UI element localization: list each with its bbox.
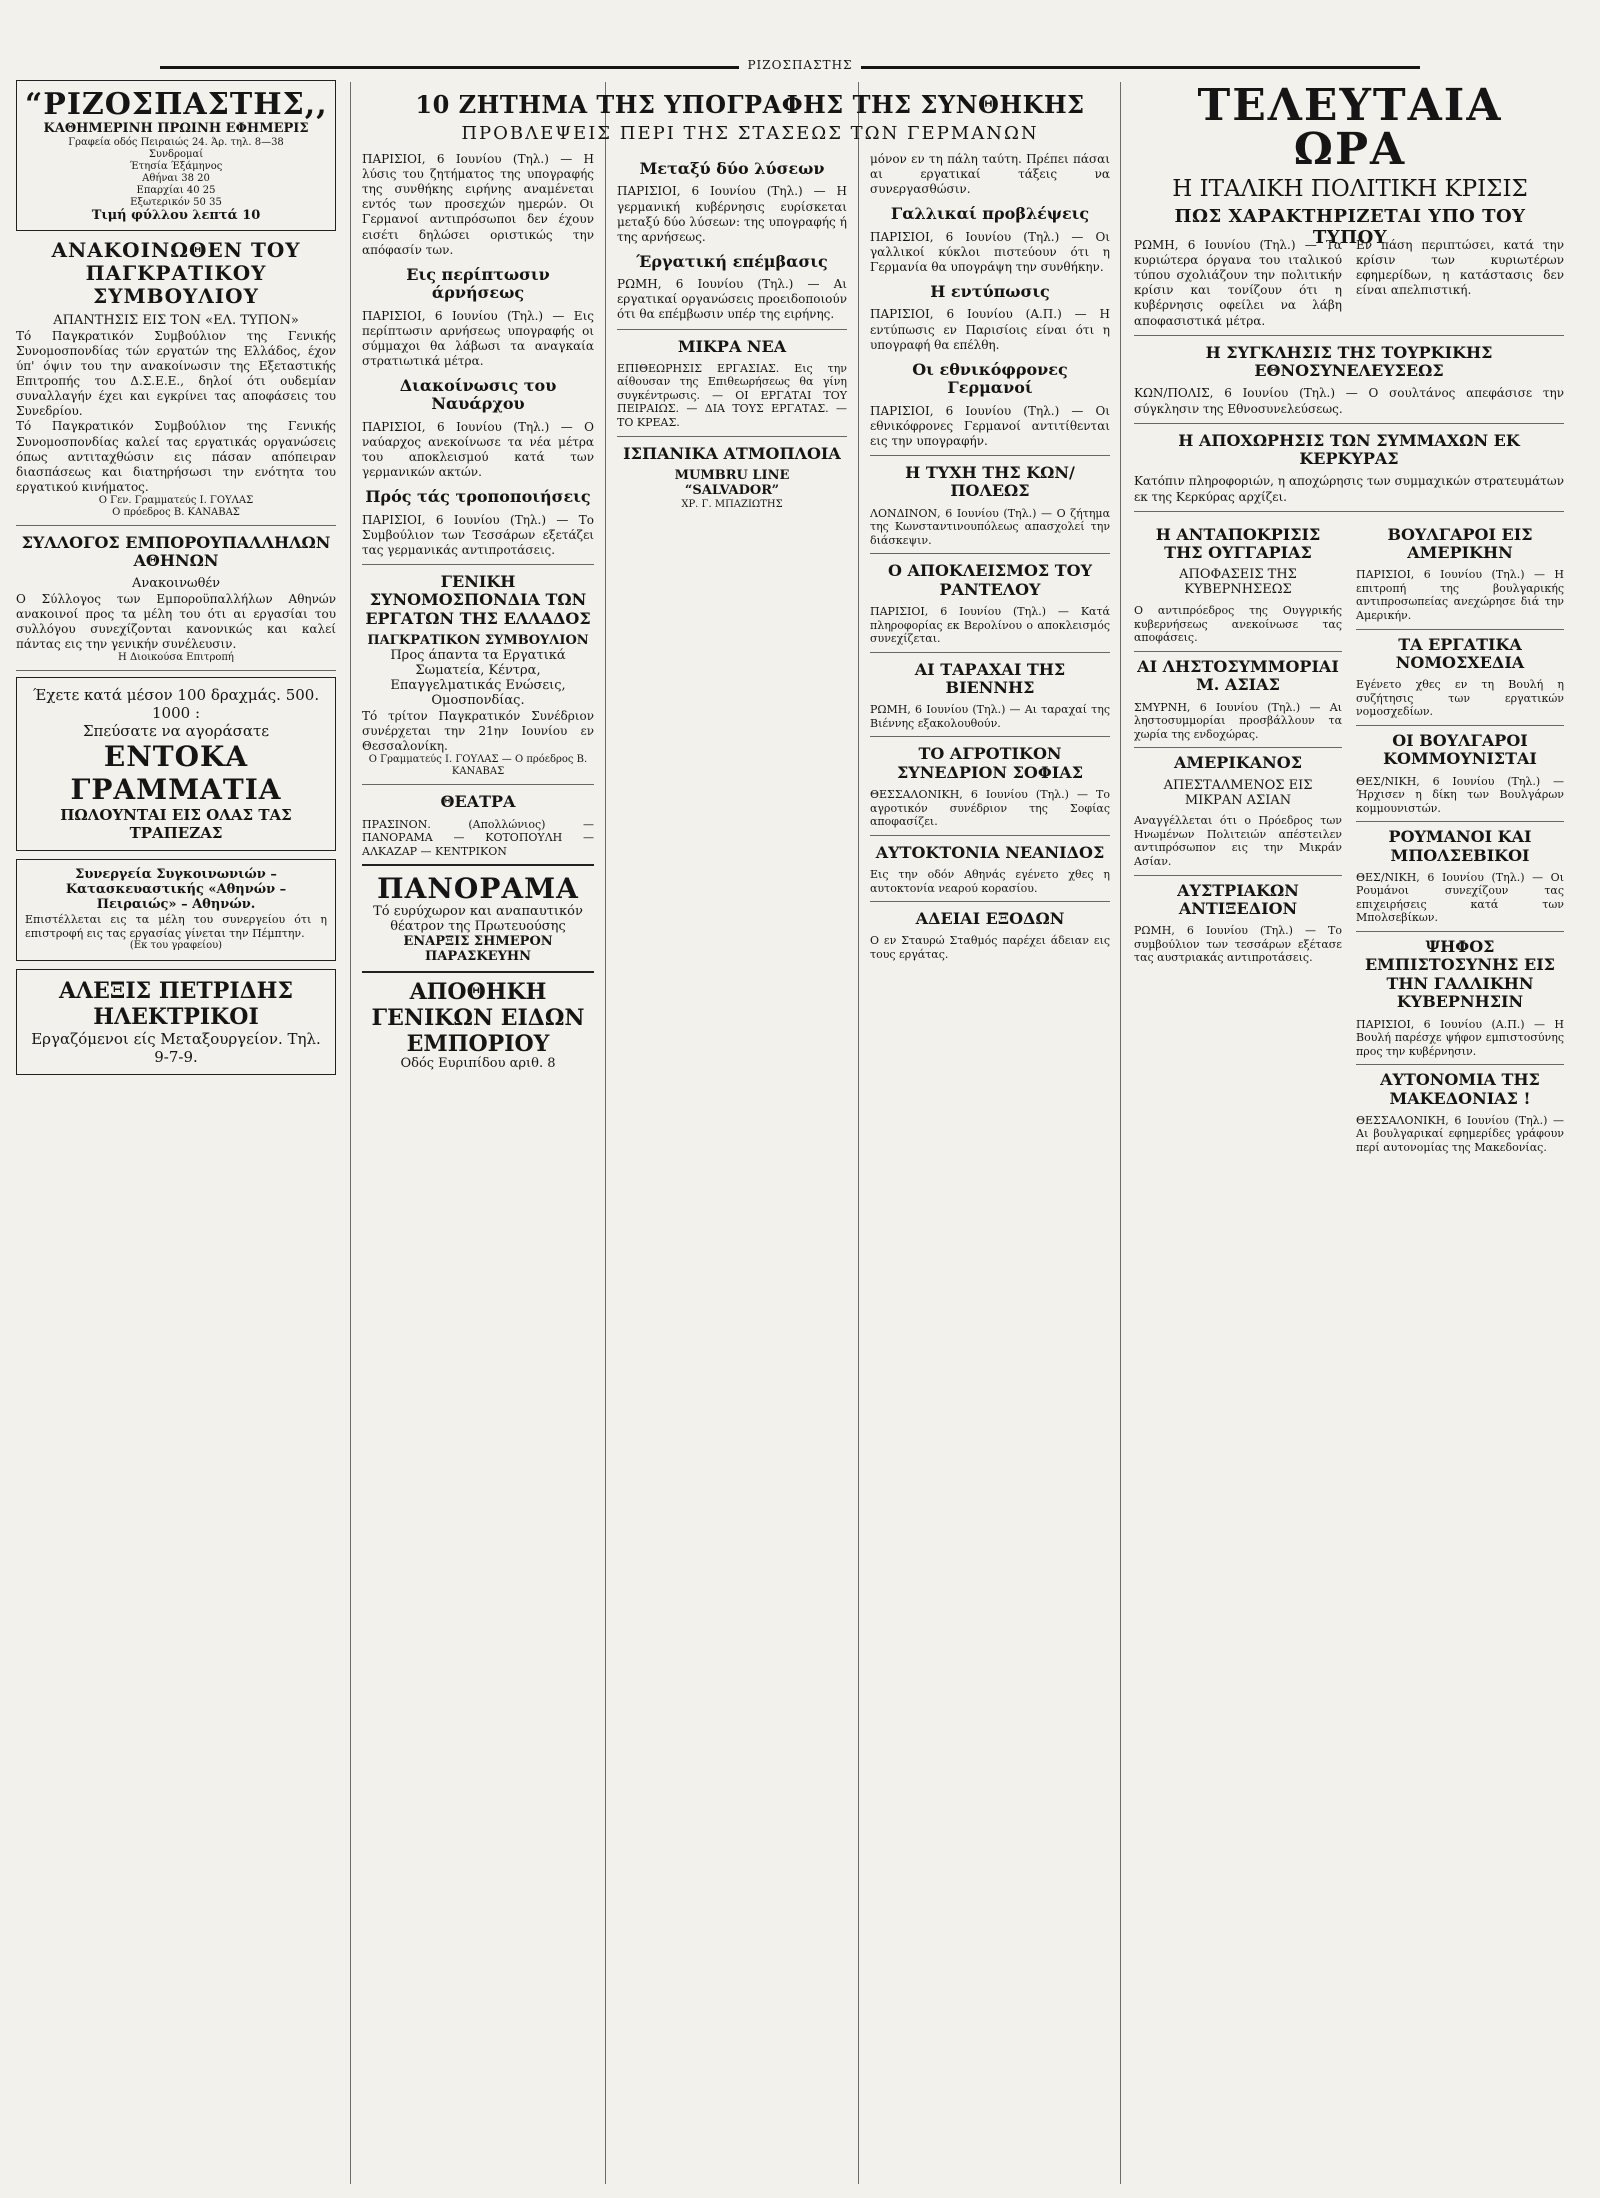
bulgarian-communists-title: ΟΙ ΒΟΥΛΓΑΡΟΙ ΚΟΜΜΟΥΝΙΣΤΑΙ [1383, 730, 1537, 769]
section-title-clerks: ΣΥΛΛΟΓΟΣ ΕΜΠΟΡΟΥΠΑΛΛΗΛΩΝ ΑΘΗΝΩΝ [21, 533, 331, 571]
hungary-text: Ο αντιπρόεδρος της Ουγγρικής κυβερνήσεως ανεκοίνωσε τας αποφάσεις. [1134, 604, 1342, 645]
vienna-title: ΑΙ ΤΑΡΑΧΑΙ ΤΗΣ ΒΙΕΝΝΗΣ [914, 659, 1066, 697]
bulgaria-title: ΒΟΥΛΓΑΡΟΙ ΕΙΣ ΑΜΕΡΙΚΗΝ [1387, 524, 1533, 563]
ad-bonds-sub: Σπεύσατε να αγοράσατε [82, 722, 270, 741]
center-col3-h3: Οι εθνικόφρονες Γερμανοί [912, 359, 1068, 398]
left-column [16, 80, 336, 2198]
column-divider-4 [1120, 82, 1121, 2184]
newspaper-logo: “ΡΙΖΟΣΠΑΣΤΗΣ,, [25, 87, 328, 122]
right-header-small: ΠΩΣ ΧΑΡΑΚΤΗΡΙΖΕΤΑΙ ΥΠΟ ΤΟΥ ΤΥΠΟΥ [1174, 206, 1526, 248]
right-lower-right-divider-1 [1356, 629, 1564, 630]
italy-columns [1134, 238, 1564, 329]
right-header [1140, 80, 1560, 248]
right-lower-right-divider-5 [1356, 1064, 1564, 1065]
center-column-1 [362, 152, 594, 2198]
shipping-ship: “SALVADOR” [684, 482, 780, 498]
labor-bills-text: Εγένετο χθες εν τη Βουλή η συζήτησις των εργατικών νομοσχεδίων. [1356, 678, 1564, 719]
newspaper-info-2: Συνδρομαί [148, 148, 204, 160]
section-divider-left-1 [16, 525, 336, 526]
article-council-p2: Τό Παγκρατικόν Συμβούλιον της Γενικής Συνομοσπονδίας καλεί τας εργατικάς οργανώσεις όπως αντιταχθώσιν εις πάσαν απόπειραν διασπάσεως και διατηρήσωσι την ενότητα του εργατικού κινήματος. [16, 419, 336, 494]
center-col3-divider-6 [870, 901, 1110, 902]
section-divider-left-2 [16, 670, 336, 671]
vote-text: ΠΑΡΙΣΙΟΙ, 6 Ιουνίου (Α.Π.) — Η Βουλή παρέσχε ψήφον εμπιστοσύνης προς την κυβέρνησιν. [1356, 1017, 1564, 1058]
small-news-text: ΕΠΙΘΕΩΡΗΣΙΣ ΕΡΓΑΣΙΑΣ. Εις την αίθουσαν της Επιθεωρήσεως θα γίνη συγκέντρωσις. — ΟΙ ΕΡΓΑΤΑΙ ΤΟΥ ΠΕΙΡΑΙΩΣ. — ΔΙΑ ΤΟΥΣ ΕΡΓΑΤΑΣ. — ΤΟ ΚΡΕΑΣ. [617, 361, 847, 429]
center-col2-p2: ΡΩΜΗ, 6 Ιουνίου (Τηλ.) — Αι εργατικαί οργανώσεις προειδοποιούν ότι θα επέμβωσιν υπέρ της ειρήνης. [617, 277, 847, 322]
newspaper-nameplate [16, 80, 336, 231]
bandits-title: ΑΙ ΛΗΣΤΟΣΥΜΜΟΡΙΑΙ Μ. ΑΣΙΑΣ [1137, 656, 1339, 695]
right-column [1134, 238, 1564, 2198]
center-column-3 [870, 152, 1110, 2198]
italy-p1: ΡΩΜΗ, 6 Ιουνίου (Τηλ.) — Τα κυριώτερα όργανα του ιταλικού τύπου σχολιάζουν την πολιτικήν κρίσιν και τονίζουν ότι η κυβέρνησις οφείλει να λάβη αποφασιστικά μέτρα. [1134, 238, 1342, 328]
austria-text: ΡΩΜΗ, 6 Ιουνίου (Τηλ.) — Το συμβούλιον των τεσσάρων εξέτασε τας αυστριακάς αντιπροτάσεις. [1134, 924, 1342, 965]
center-col1-divider [362, 564, 594, 565]
confederation-sign: Ο Γραμματεύς Ι. ΓΟΥΛΑΣ — Ο πρόεδρος Β. ΚΑΝΑΒΑΣ [368, 754, 588, 778]
suicide-title: ΑΥΤΟΚΤΟΝΙΑ ΝΕΑΝΙΔΟΣ [875, 842, 1105, 862]
vienna-text: ΡΩΜΗ, 6 Ιουνίου (Τηλ.) — Αι ταραχαί της Βιέννης εξακολουθούν. [870, 703, 1110, 730]
panorama-show: ΕΝΑΡΞΙΣ ΣΗΜΕΡΟΝ ΠΑΡΑΣΚΕΥΗΝ [403, 933, 553, 964]
center-col2-divider-2 [617, 436, 847, 437]
headline-sub: ΠΡΟΒΛΕΨΕΙΣ ΠΕΡΙ ΤΗΣ ΣΤΑΣΕΩΣ ΤΩΝ ΓΕΡΜΑΝΩΝ [461, 123, 1039, 144]
ad-electricians [16, 969, 336, 1075]
shipping-sign: ΧΡ. Γ. ΜΠΑΖΙΩΤΗΣ [681, 498, 783, 510]
column-divider-1 [350, 82, 351, 2184]
turkish-assembly-text: ΚΩΝ/ΠΟΛΙΣ, 6 Ιουνίου (Τηλ.) — Ο σουλτάνος απεφάσισε την σύγκλησιν της Εθνοσυνελεύσεως. [1134, 386, 1564, 416]
right-lower-right-divider-4 [1356, 931, 1564, 932]
right-header-mid: Η ΙΤΑΛΙΚΗ ΠΟΛΙΤΙΚΗ ΚΡΙΣΙΣ [1172, 176, 1528, 202]
center-col3-divider-2 [870, 553, 1110, 554]
panorama-rule [362, 864, 594, 866]
center-col3-h1: Γαλλικαί προβλέψεις [890, 204, 1090, 224]
warehouse-title: ΑΠΟΘΗΚΗ ΓΕΝΙΚΩΝ ΕΙΔΩΝ ΕΜΠΟΡΙΟΥ [371, 978, 585, 1057]
article-council-p1: Τό Παγκρατικόν Συμβούλιον της Γενικής Συνομοσπονδίας τών εργατών της Ελλάδος, έχον ύπ' όψιν του την ανακοίνωσιν της Εξεταστικής Επιτροπής του Δ.Σ.Ε.Ε., δηλοί ότι ουδεμίαν συναλλαγήν έχει και εγκρίνει τας αποφάσεις του Συνεδρίου. [16, 328, 336, 419]
exit-permits-title: ΑΔΕΙΑΙ ΕΞΟΔΩΝ [915, 909, 1065, 929]
center-col1-h3: Πρός τάς τροποποιήσεις [365, 487, 591, 507]
ad-transport-text: Επιστέλλεται εις τα μέλη του συνεργείου ότι η επιστροφή εις τας εργασίας γίνεται την Πέμπτην. [25, 912, 327, 940]
right-header-big: ΤΕΛΕΥΤΑΙΑ ΩΡΑ [1197, 80, 1503, 175]
sofia-text: ΘΕΣΣΑΛΟΝΙΚΗ, 6 Ιουνίου (Τηλ.) — Το αγροτικόν συνέδριον της Σοφίας αποφασίζει. [870, 788, 1110, 829]
center-col3-p1: μόνον εν τη πάλη ταύτη. Πρέπει πάσαι αι εργατικαί τάξεις να συνεργασθώσιν. [870, 152, 1110, 197]
section-subtitle-clerks: Ανακοινωθέν [131, 575, 221, 591]
newspaper-subtitle: ΚΑΘΗΜΕΡΙΝΗ ΠΡΩΙΝΗ ΕΦΗΜΕΡΙΣ [43, 121, 309, 136]
right-lower-right [1356, 518, 1564, 1155]
article-council-sign-2: Ο πρόεδρος Β. ΚΑΝΑΒΑΣ [112, 507, 240, 519]
newspaper-info-1: Γραφεία οδός Πειραιώς 24. Άρ. τηλ. 8—38 [68, 136, 284, 148]
constantinople-title: Η ΤΥΧΗ ΤΗΣ ΚΩΝ/ΠΟΛΕΩΣ [905, 462, 1075, 501]
newspaper-info-5: Επαρχίαι 40 25 [136, 184, 216, 196]
confederation-recipients: Προς άπαντα τα Εργατικά Σωματεία, Κέντρα, Επαγγελματικάς Ενώσεις, Ομοσπονδίας. [390, 648, 566, 708]
column-divider-3 [858, 82, 859, 2184]
turkish-assembly-title: Η ΣΥΓΚΛΗΣΙΣ ΤΗΣ ΤΟΥΡΚΙΚΗΣ ΕΘΝΟΣΥΝΕΛΕΥΣΕΩΣ [1205, 342, 1493, 381]
right-lower-left-divider-2 [1134, 747, 1342, 748]
exit-permits-text: Ο εν Σταυρώ Σταθμός παρέχει άδειαν εις τους εργάτας. [870, 934, 1110, 961]
newspaper-price: Τιμή φύλλου λεπτά 10 [91, 207, 261, 223]
shipping-title: ΙΣΠΑΝΙΚΑ ΑΤΜΟΠΛΟΙΑ [623, 443, 841, 463]
theatres-title: ΘΕΑΤΡΑ [440, 792, 516, 812]
article-council-sign-1: Ο Γεν. Γραμματεύς Ι. ΓΟΥΛΑΣ [98, 495, 254, 507]
confederation-title: ΓΕΝΙΚΗ ΣΥΝΟΜΟΣΠΟΝΔΙΑ ΤΩΝ ΕΡΓΑΤΩΝ ΤΗΣ ΕΛΛΑΔΟΣ [365, 571, 591, 628]
macedonia-text: ΘΕΣΣΑΛΟΝΙΚΗ, 6 Ιουνίου (Τηλ.) — Αι βουλγαρικαί εφημερίδες γράφουν περί αυτονομίας της Μακεδονίας. [1356, 1113, 1564, 1154]
center-col3-p3: ΠΑΡΙΣΙΟΙ, 6 Ιουνίου (Α.Π.) — Η εντύπωσις εν Παρισίοις είναι ότι η υπογραφή θα επέλθη. [870, 307, 1110, 352]
masthead-label: ΡΙΖΟΣΠΑΣΤΗΣ [0, 58, 1600, 72]
bulgaria-text: ΠΑΡΙΣΙΟΙ, 6 Ιουνίου (Τηλ.) — Η επιτροπή της βουλγαρικής αντιπροσωπείας ανεχώρησε διά την Αμερικήν. [1356, 568, 1564, 622]
ad-bonds-bottom: ΠΩΛΟΥΝΤΑΙ ΕΙΣ ΟΛΑΣ ΤΑΣ ΤΡΑΠΕΖΑΣ [60, 806, 292, 843]
right-divider-3 [1134, 511, 1564, 512]
american-subtitle: ΑΠΕΣΤΑΛΜΕΝΟΣ ΕΙΣ ΜΙΚΡΑΝ ΑΣΙΑΝ [1163, 777, 1313, 808]
center-col3-divider-4 [870, 736, 1110, 737]
vote-title: ΨΗΦΟΣ ΕΜΠΙΣΤΟΣΥΝΗΣ ΕΙΣ ΤΗΝ ΓΑΛΛΙΚΗΝ ΚΥΒΕΡΝΗΣΙΝ [1364, 937, 1555, 1012]
center-col2-h2: Έργατική επέμβασις [636, 251, 828, 271]
ad-bonds-top: Έχετε κατά μέσον 100 δραχμάς. 500. 1000 : [32, 686, 320, 723]
small-news-title: ΜΙΚΡΑ ΝΕΑ [677, 336, 787, 356]
raid-text: ΠΑΡΙΣΙΟΙ, 6 Ιουνίου (Τηλ.) — Κατά πληροφορίας εκ Βερολίνου ο αποκλεισμός συνεχίζεται. [870, 604, 1110, 646]
center-col3-divider-5 [870, 835, 1110, 836]
article-clerks-sign: Η Διοικούσα Επιτροπή [118, 652, 234, 664]
center-col3-divider-1 [870, 455, 1110, 456]
article-clerks-p1: Ο Σύλλογος των Εμποροϋπαλλήλων Αθηνών ανακοινοί προς τα μέλη του ότι αι εργασίαι του συλλόγου συνεχίζονται κανονικώς και καλεί πάντας εις την γενικήν συνέλευσιν. [16, 591, 336, 652]
hungary-title: Η ΑΝΤΑΠΟΚΡΙΣΙΣ ΤΗΣ ΟΥΓΓΑΡΙΑΣ [1155, 524, 1321, 563]
center-col1-p3: ΠΑΡΙΣΙΟΙ, 6 Ιουνίου (Τηλ.) — Ο ναύαρχος ανεκοίνωσε τα νέα μέτρα του αποκλεισμού κατά των γερμανικών ακτών. [362, 419, 594, 480]
sofia-title: ΤΟ ΑΓΡΟΤΙΚΟΝ ΣΥΝΕΔΡΙΟΝ ΣΟΦΙΑΣ [896, 744, 1083, 782]
section-subtitle-council: ΑΠΑΝΤΗΣΙΣ ΕΙΣ ΤΟΝ «ΕΛ. ΤΥΠΟΝ» [53, 312, 299, 328]
center-col1-h2: Διακοίνωσις του Ναυάρχου [399, 375, 557, 414]
center-col3-p4: ΠΑΡΙΣΙΟΙ, 6 Ιουνίου (Τηλ.) — Οι εθνικόφρονες Γερμανοί αντιτίθενται εις την υπογραφήν. [870, 403, 1110, 448]
ad-bonds-main: ΕΝΤΟΚΑ ΓΡΑΜΜΑΤΙΑ [70, 740, 282, 807]
right-lower-left [1134, 518, 1342, 1155]
panorama-subtitle: Τό ευρύχωρον και αναπαυτικόν θέατρον της Πρωτευούσης [373, 904, 583, 934]
newspaper-info-3: Έτησία Έξάμηνος [129, 160, 223, 172]
center-col3-p2: ΠΑΡΙΣΙΟΙ, 6 Ιουνίου (Τηλ.) — Οι γαλλικοί κύκλοι πιστεύουν ότι η Γερμανία θα υπογράψη την συνθήκην. [870, 229, 1110, 274]
suicide-text: Εις την οδόν Αθηνάς εγένετο χθες η αυτοκτονία νεαρού κορασίου. [870, 868, 1110, 895]
warehouse-rule [362, 971, 594, 973]
romanians-title: ΡΟΥΜΑΝΟΙ ΚΑΙ ΜΠΟΛΣΕΒΙΚΟΙ [1388, 827, 1532, 865]
center-col1-p1: ΠΑΡΙΣΙΟΙ, 6 Ιουνίου (Τηλ.) — Η λύσις του ζητήματος της υπογραφής της συνθήκης ειρήνης αναμένεται εντός των προσεχών ημερών. Οι Γερμανοί αντιπρόσωποι δεν έχουν εισέτι δηλώσει οριστικώς την απόφασίν των. [362, 152, 594, 257]
labor-bills-title: ΤΑ ΕΡΓΑΤΙΚΑ ΝΟΜΟΣΧΕΔΙΑ [1395, 634, 1525, 672]
confederation-subtitle: ΠΑΓΚΡΑΤΙΚΟΝ ΣΥΜΒΟΥΛΙΟΝ [367, 633, 589, 649]
center-col1-p4: ΠΑΡΙΣΙΟΙ, 6 Ιουνίου (Τηλ.) — Το Συμβούλιον των Τεσσάρων εξετάζει τας γερμανικάς αντιπροτάσεις. [362, 512, 594, 557]
center-col3-divider-3 [870, 652, 1110, 653]
warehouse-subtitle: Οδός Ευριπίδου αριθ. 8 [400, 1055, 556, 1071]
right-lower-left-divider-1 [1134, 651, 1342, 652]
bandits-text: ΣΜΥΡΝΗ, 6 Ιουνίου (Τηλ.) — Αι ληστοσυμμορίαι προσβάλλουν τα χωρία της ενδοχώρας. [1134, 700, 1342, 741]
romanians-text: ΘΕΣ/ΝΙΚΗ, 6 Ιουνίου (Τηλ.) — Οι Ρουμάνοι συνεχίζουν τας επιχειρήσεις κατά των Μπολσεβίκων. [1356, 870, 1564, 925]
constantinople-text: ΛΟΝΔΙΝΟΝ, 6 Ιουνίου (Τηλ.) — Ο ζήτημα της Κωνσταντινουπόλεως απασχολεί την διάσκεψιν. [870, 506, 1110, 547]
panorama-title: ΠΑΝΟΡΑΜΑ [377, 872, 579, 906]
american-title: ΑΜΕΡΙΚΑΝΟΣ [1173, 753, 1303, 773]
center-col2-divider [617, 329, 847, 330]
newspaper-info-4: Αθήναι 38 20 [142, 172, 210, 184]
right-lower-left-divider-3 [1134, 875, 1342, 876]
ad-electricians-sub: Εργαζόμενοι είς Μεταξουργείον. Τηλ. 9-7-9. [31, 1030, 321, 1067]
theatres-text: ΠΡΑΣΙΝΟΝ. (Απολλώνιος) — ΠΑΝΟΡΑΜΑ — ΚΟΤΟΠΟΥΛΗ — ΑΛΚΑΖΑΡ — ΚΕΝΤΡΙΚΟΝ [362, 817, 594, 858]
shipping-line: MUMBRU LINE [674, 467, 790, 483]
right-lower-right-divider-2 [1356, 725, 1564, 726]
macedonia-title: ΑΥΤΟΝΟΜΙΑ ΤΗΣ ΜΑΚΕΔΟΝΙΑΣ ! [1380, 1070, 1540, 1108]
corfu-title: Η ΑΠΟΧΩΡΗΣΙΣ ΤΩΝ ΣΥΜΜΑΧΩΝ ΕΚ ΚΕΡΚΥΡΑΣ [1178, 430, 1520, 469]
center-col2-h1: Μεταξύ δύο λύσεων [639, 159, 825, 178]
center-headline-band [350, 90, 1150, 144]
center-col2-p1: ΠΑΡΙΣΙΟΙ, 6 Ιουνίου (Τηλ.) — Η γερμανική κυβέρνησις ευρίσκεται μεταξύ δύο λύσεων: της υπογραφής ή της αρνήσεως. [617, 184, 847, 244]
ad-transport [16, 859, 336, 961]
right-divider-2 [1134, 423, 1564, 424]
center-col1-p2: ΠΑΡΙΣΙΟΙ, 6 Ιουνίου (Τηλ.) — Εις περίπτωσιν αρνήσεως υπογραφής οι σύμμαχοι θα λάβωσι τα αναγκαία στρατιωτικά μέτρα. [362, 308, 594, 368]
column-divider-2 [605, 82, 606, 2184]
newspaper-info-6: Εξωτερικόν 50 35 [130, 196, 222, 208]
austria-title: ΑΥΣΤΡΙΑΚΩΝ ΑΝΤΙΞΕΔΙΟΝ [1177, 880, 1299, 918]
raid-title: Ο ΑΠΟΚΛΕΙΣΜΟΣ ΤΟΥ ΡΑΝΤΕΛΟΥ [887, 561, 1093, 599]
center-col3-h2: Η εντύπωσις [930, 282, 1050, 302]
hungary-subtitle: ΑΠΟΦΑΣΕΙΣ ΤΗΣ ΚΥΒΕΡΝΗΣΕΩΣ [1179, 567, 1297, 598]
ad-transport-footer: (Εκ του γραφείου) [129, 940, 223, 952]
ad-transport-title: Συνεργεία Συγκοινωνιών – Κατασκευαστικής «Αθηνών – Πειραιώς» – Αθηνών. [65, 867, 287, 913]
right-lower-right-divider-3 [1356, 821, 1564, 822]
ad-electricians-main: ΑΛΕΞΙΣ ΠΕΤΡΙΔΗΣ ΗΛΕΚΤΡΙΚΟΙ [58, 978, 294, 1031]
italy-p2: Εν πάση περιπτώσει, κατά την κρίσιν των κυριωτέρων εφημερίδων, η κατάστασις δεν είναι απελπιστική. [1356, 238, 1564, 298]
right-lower-grid [1134, 518, 1564, 1155]
american-text: Αναγγέλλεται ότι ο Πρόεδρος των Ηνωμένων Πολιτειών απέστειλεν αντιπρόσωπον εις την Μικράν Ασίαν. [1134, 814, 1342, 868]
ad-bonds [16, 677, 336, 851]
right-divider-1 [1134, 335, 1564, 336]
confederation-p1: Τό τρίτον Παγκρατικόν Συνέδριον συνέρχεται την 21ην Ιουνίου εν Θεσσαλονίκη. [362, 708, 594, 753]
bulgarian-communists-text: ΘΕΣ/ΝΙΚΗ, 6 Ιουνίου (Τηλ.) — Ήρχισεν η δίκη των Βουλγάρων κομμουνιστών. [1356, 774, 1564, 815]
center-col1-divider-2 [362, 784, 594, 785]
center-col1-h1: Εις περίπτωσιν άρνήσεως [406, 264, 550, 303]
center-column-2 [617, 152, 847, 2198]
corfu-text: Κατόπιν πληροφοριών, η αποχώρησις των συμμαχικών στρατευμάτων εκ της Κερκύρας αρχίζει. [1134, 474, 1564, 504]
headline-main: 10 ΖΗΤΗΜΑ ΤΗΣ ΥΠΟΓΡΑΦΗΣ ΤΗΣ ΣΥΝΘΗΚΗΣ [415, 90, 1085, 119]
section-title-council: ΑΝΑΚΟΙΝΩΘΕΝ ΤΟΥ ΠΑΓΚΡΑΤΙΚΟΥ ΣΥΜΒΟΥΛΙΟΥ [51, 237, 301, 308]
